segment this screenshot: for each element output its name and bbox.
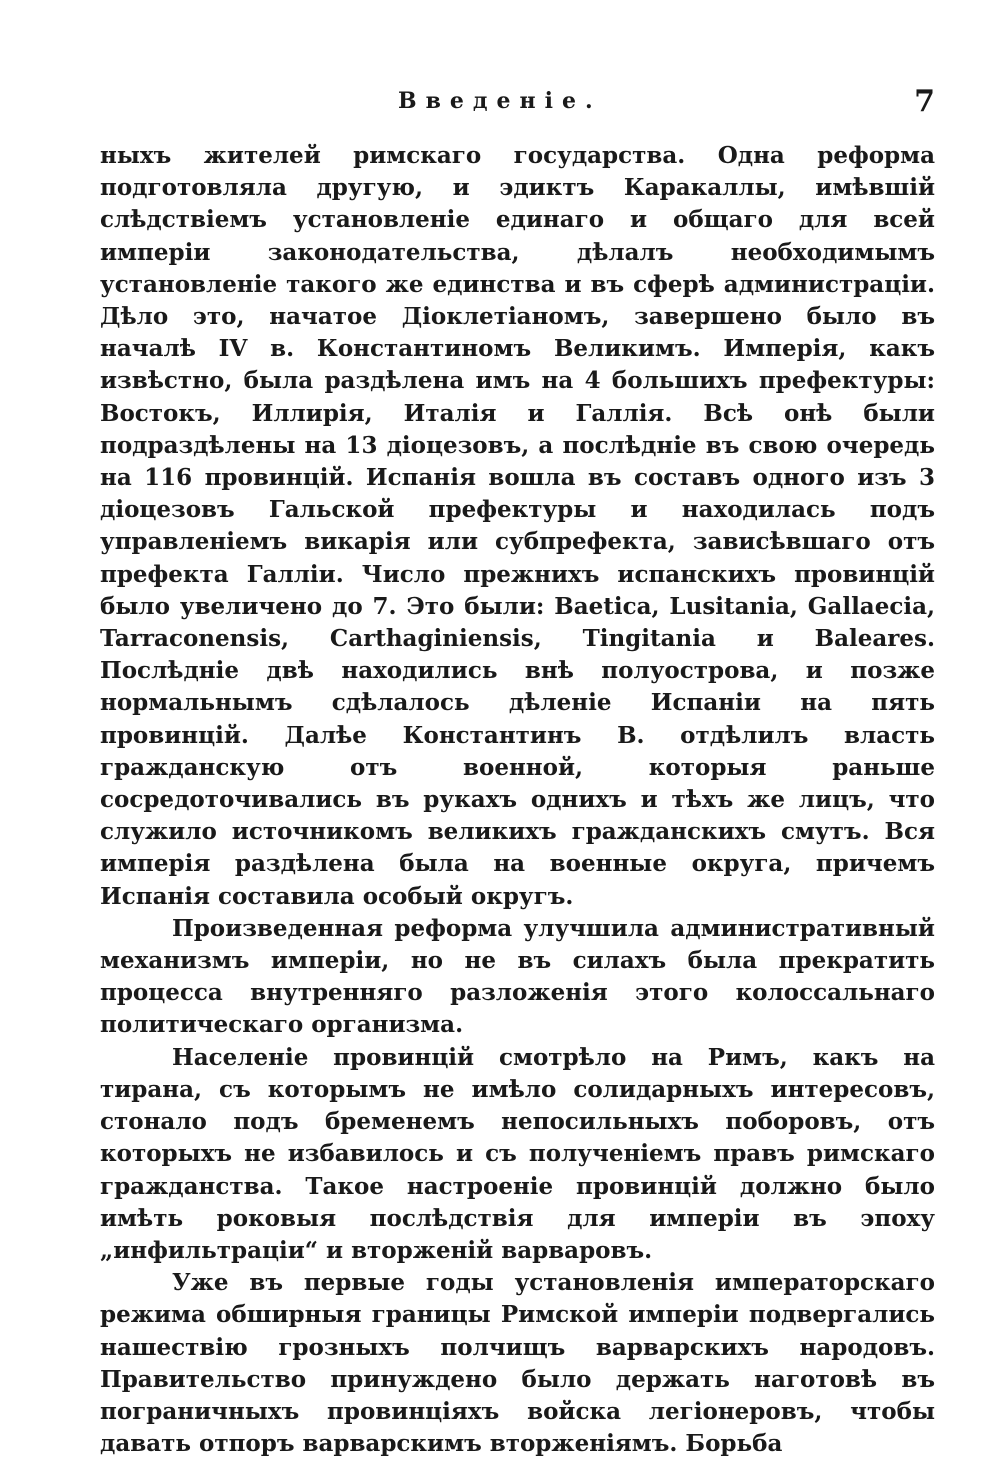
- paragraph-continued: ныхъ жителей римскаго государства. Одна реформа подготовляла другую, и эдиктъ Каракаллы, имѣвшій слѣдствіемъ установленіе единаго и общаго для всей имперіи законодательства, дѣлалъ необходимымъ установленіе такого же единства и въ сферѣ администраціи. Дѣло это, начатое Діоклетіаномъ, завершено было въ началѣ IV в. Константиномъ Великимъ. Имперія, какъ извѣстно, была раздѣлена имъ на 4 большихъ префектуры: Востокъ, Иллирія, Италія и Галлія. Всѣ онѣ были подраздѣлены на 13 діоцезовъ, а послѣдніе въ свою очередь на 116 провинцій. Испанія вошла въ составъ одного изъ 3 діоцезовъ Гальской префектуры и находилась подъ управленіемъ викарія или субпрефекта, зависѣвшаго отъ префекта Галліи. Число прежнихъ испанскихъ провинцій было увеличено до 7. Это были: Baetica, Lusitania, Gallaecia, Tarraconensis, Carthaginiensis, Tingitania и Baleares. Послѣдніе двѣ находились внѣ полуострова, и позже нормальнымъ сдѣлалось дѣленіе Испаніи на пять провинцій. Далѣе Константинъ В. отдѣлилъ власть гражданскую отъ военной, которыя раньше сосредоточивались въ рукахъ однихъ и тѣхъ же лицъ, что служило источникомъ великихъ гражданскихъ смутъ. Вся имперія раздѣлена была на военные округа, причемъ Испанія составила особый округъ.: [100, 142, 935, 910]
- running-title: Введеніе.: [398, 88, 602, 114]
- paragraph: Населеніе провинцій смотрѣло на Римъ, какъ на тирана, съ которымъ не имѣло солидарныхъ интересовъ, стонало подъ бременемъ непосильныхъ поборовъ, отъ которыхъ не избавилось и съ полученіемъ правъ римскаго гражданства. Такое настроеніе провинцій должно было имѣть роковыя послѣдствія для имперіи въ эпоху „инфильтраціи“ и вторженій варваровъ.: [100, 1043, 935, 1264]
- paragraph: Уже въ первые годы установленія императорскаго режима обширныя границы Римской имперіи подвергались нашествію грозныхъ полчищъ варварскихъ народовъ. Правительство принуждено было держать наготовѣ въ пограничныхъ провинціяхъ войска легіонеровъ, чтобы давать отпоръ варварскимъ вторженіямъ. Борьба: [100, 1269, 935, 1458]
- page-header: [100, 84, 935, 128]
- page-number: 7: [914, 84, 935, 119]
- body-text: [100, 140, 935, 1460]
- paragraph: Произведенная реформа улучшила административный механизмъ имперіи, но не въ силахъ была прекратить процесса внутренняго разложенія этого колоссальнаго политическаго организма.: [100, 914, 935, 1039]
